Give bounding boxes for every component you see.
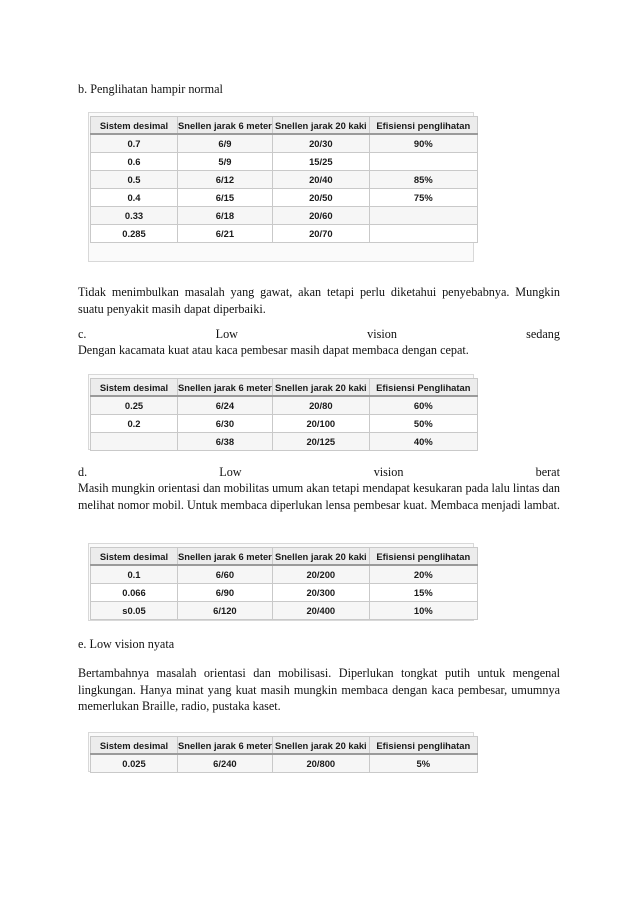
table-cell: 20/400 <box>272 602 369 620</box>
heading-d <box>78 464 560 481</box>
table-header-row <box>91 737 478 755</box>
table-row <box>91 134 478 153</box>
table-row <box>91 754 478 773</box>
table-cell: 0.25 <box>91 396 178 415</box>
column-header: Snellen jarak 20 kaki <box>272 548 369 566</box>
table-cell: 6/120 <box>178 602 273 620</box>
table-cell: 0.6 <box>91 153 178 171</box>
table-cell <box>369 207 477 225</box>
table-cell: 15% <box>369 584 477 602</box>
table-cell: 10% <box>369 602 477 620</box>
table-cell: 6/24 <box>178 396 273 415</box>
table-cell: 5/9 <box>178 153 273 171</box>
column-header: Sistem desimal <box>91 379 178 397</box>
paragraph-c: Dengan kacamata kuat atau kaca pembesar masih dapat membaca dengan cepat. <box>78 343 469 357</box>
table-cell: 6/38 <box>178 433 273 451</box>
table-header-row <box>91 548 478 566</box>
table-d <box>90 547 478 620</box>
table-cell: 0.5 <box>91 171 178 189</box>
table-c <box>90 378 478 451</box>
table-cell: 0.2 <box>91 415 178 433</box>
heading-d-word: d. <box>78 465 88 479</box>
table-cell: 15/25 <box>272 153 369 171</box>
column-header: Snellen jarak 6 meter <box>178 379 273 397</box>
table-cell: 20/125 <box>272 433 369 451</box>
table-cell: 6/90 <box>178 584 273 602</box>
table-cell <box>369 225 477 243</box>
table-cell: 6/60 <box>178 565 273 584</box>
table-b <box>90 116 478 243</box>
column-header: Sistem desimal <box>91 117 178 135</box>
table-cell: 20/200 <box>272 565 369 584</box>
table-row <box>91 415 478 433</box>
table-cell <box>369 153 477 171</box>
table-cell: 20/300 <box>272 584 369 602</box>
table-row <box>91 396 478 415</box>
column-header: Sistem desimal <box>91 548 178 566</box>
table-cell: 6/9 <box>178 134 273 153</box>
column-header: Snellen jarak 6 meter <box>178 737 273 755</box>
table-row <box>91 153 478 171</box>
heading-b: b. Penglihatan hampir normal <box>78 82 223 96</box>
table-cell: 75% <box>369 189 477 207</box>
table-cell: 0.066 <box>91 584 178 602</box>
column-header: Efisiensi penglihatan <box>369 548 477 566</box>
column-header: Snellen jarak 6 meter <box>178 117 273 135</box>
heading-c <box>78 326 560 343</box>
paragraph-b: Tidak menimbulkan masalah yang gawat, akan tetapi perlu diketahui penyebabnya. Mungkin suatu penyakit masih dapat diperbaiki. <box>78 285 560 316</box>
table-row <box>91 207 478 225</box>
table-cell: 20/40 <box>272 171 369 189</box>
table-row <box>91 584 478 602</box>
table-cell: 6/21 <box>178 225 273 243</box>
table-cell: 20/30 <box>272 134 369 153</box>
table-cell: 0.4 <box>91 189 178 207</box>
table-cell: 85% <box>369 171 477 189</box>
table-cell: 40% <box>369 433 477 451</box>
table-row <box>91 189 478 207</box>
table-cell: 90% <box>369 134 477 153</box>
column-header: Snellen jarak 6 meter <box>178 548 273 566</box>
table-row <box>91 602 478 620</box>
table-row <box>91 565 478 584</box>
table-cell: 6/30 <box>178 415 273 433</box>
heading-d-word: berat <box>535 465 560 479</box>
table-cell: 20/100 <box>272 415 369 433</box>
table-cell: 20/80 <box>272 396 369 415</box>
table-e <box>90 736 478 773</box>
column-header: Snellen jarak 20 kaki <box>272 379 369 397</box>
table-cell: 0.285 <box>91 225 178 243</box>
table-cell: 20/60 <box>272 207 369 225</box>
table-cell: 6/12 <box>178 171 273 189</box>
heading-c-word: c. <box>78 327 87 341</box>
table-cell: 0.1 <box>91 565 178 584</box>
column-header: Snellen jarak 20 kaki <box>272 737 369 755</box>
paragraph-e: Bertambahnya masalah orientasi dan mobilisasi. Diperlukan tongkat putih untuk mengenal lingkungan. Hanya minat yang kuat masih mungkin membaca dengan kaca pembesar, umumnya memerlukan Braille, radio, pustaka kaset. <box>78 666 560 713</box>
column-header: Sistem desimal <box>91 737 178 755</box>
table-cell: 50% <box>369 415 477 433</box>
table-header-row <box>91 117 478 135</box>
table-cell: 6/240 <box>178 754 273 773</box>
table-cell: 20% <box>369 565 477 584</box>
heading-c-word: Low <box>215 327 238 341</box>
paragraph-d: Masih mungkin orientasi dan mobilitas umum akan tetapi mendapat kesukaran pada lalu lintas dan melihat nomor mobil. Untuk membaca diperlukan lensa pembesar kuat. Membaca menjadi lambat. <box>78 481 560 512</box>
table-cell: 20/70 <box>272 225 369 243</box>
column-header: Snellen jarak 20 kaki <box>272 117 369 135</box>
heading-c-word: sedang <box>526 327 560 341</box>
column-header: Efisiensi penglihatan <box>369 117 477 135</box>
table-row <box>91 225 478 243</box>
table-cell: 20/800 <box>272 754 369 773</box>
table-cell <box>91 433 178 451</box>
table-cell: 6/15 <box>178 189 273 207</box>
heading-d-word: vision <box>373 465 404 479</box>
table-cell: s0.05 <box>91 602 178 620</box>
table-cell: 5% <box>369 754 477 773</box>
table-row <box>91 171 478 189</box>
table-row <box>91 433 478 451</box>
table-cell: 6/18 <box>178 207 273 225</box>
table-cell: 20/50 <box>272 189 369 207</box>
column-header: Efisiensi penglihatan <box>369 737 477 755</box>
heading-e: e. Low vision nyata <box>78 637 175 651</box>
heading-d-word: Low <box>219 465 242 479</box>
table-cell: 0.7 <box>91 134 178 153</box>
table-cell: 60% <box>369 396 477 415</box>
heading-c-word: vision <box>367 327 397 341</box>
column-header: Efisiensi Penglihatan <box>369 379 477 397</box>
table-header-row <box>91 379 478 397</box>
table-cell: 0.33 <box>91 207 178 225</box>
table-cell: 0.025 <box>91 754 178 773</box>
